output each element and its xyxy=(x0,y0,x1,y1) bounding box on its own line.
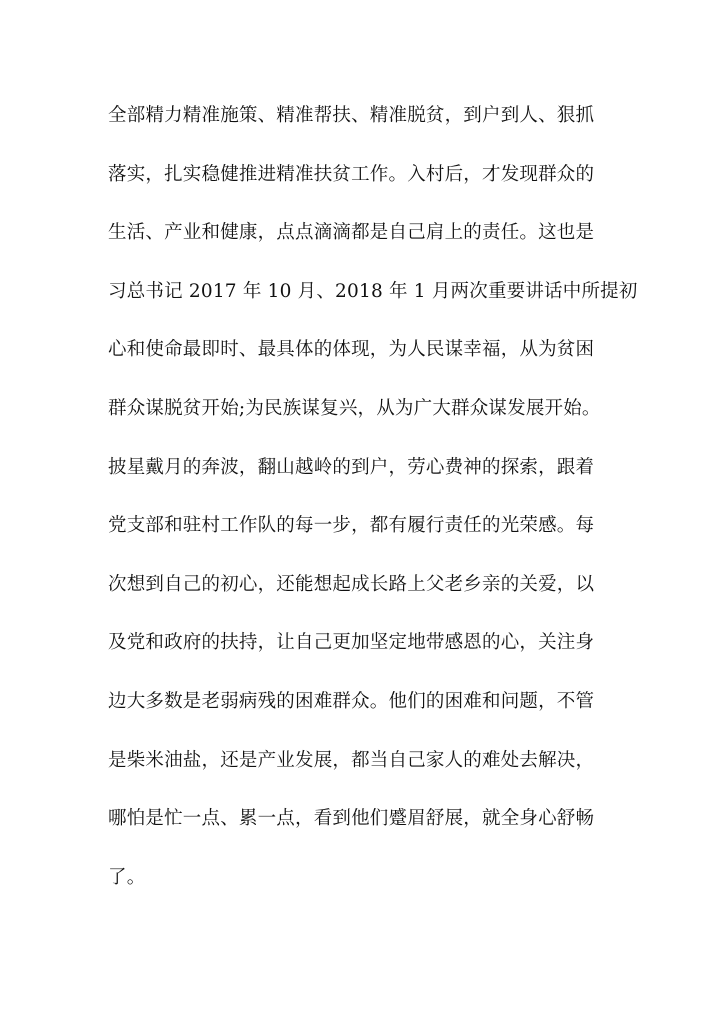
body-paragraph xyxy=(108,98,638,918)
text-line-2: 落实，扎实稳健推进精准扶贫工作。入村后，才发现群众的 xyxy=(108,163,595,185)
text-line-12: 是柴米油盐，还是产业发展，都当自己家人的难处去解决， xyxy=(108,749,595,771)
text-line-14: 了。 xyxy=(108,866,146,888)
text-line-13: 哪怕是忙一点、累一点，看到他们蹙眉舒展，就全身心舒畅 xyxy=(108,808,595,830)
text-line-11: 边大多数是老弱病残的困难群众。他们的困难和问题，不管 xyxy=(108,690,595,712)
text-line-3: 生活、产业和健康，点点滴滴都是自己肩上的责任。这也是 xyxy=(108,222,595,244)
text-line-10: 及党和政府的扶持，让自己更加坚定地带感恩的心，关注身 xyxy=(108,632,595,654)
text-line-6: 群众谋脱贫开始;为民族谋复兴，从为广大群众谋发展开始。 xyxy=(108,397,601,419)
text-line-9: 次想到自己的初心，还能想起成长路上父老乡亲的关爱，以 xyxy=(108,573,595,595)
text-line-4: 习总书记 2017 年 10 月、2018 年 1 月两次重要讲话中所提初 xyxy=(108,280,638,302)
text-line-7: 披星戴月的奔波，翻山越岭的到户，劳心费神的探索，跟着 xyxy=(108,456,595,478)
text-line-8: 党支部和驻村工作队的每一步，都有履行责任的光荣感。每 xyxy=(108,515,595,537)
text-line-1: 全部精力精准施策、精准帮扶、精准脱贫，到户到人、狠抓 xyxy=(108,105,595,126)
text-line-5: 心和使命最即时、最具体的体现，为人民谋幸福，从为贫困 xyxy=(108,339,595,361)
